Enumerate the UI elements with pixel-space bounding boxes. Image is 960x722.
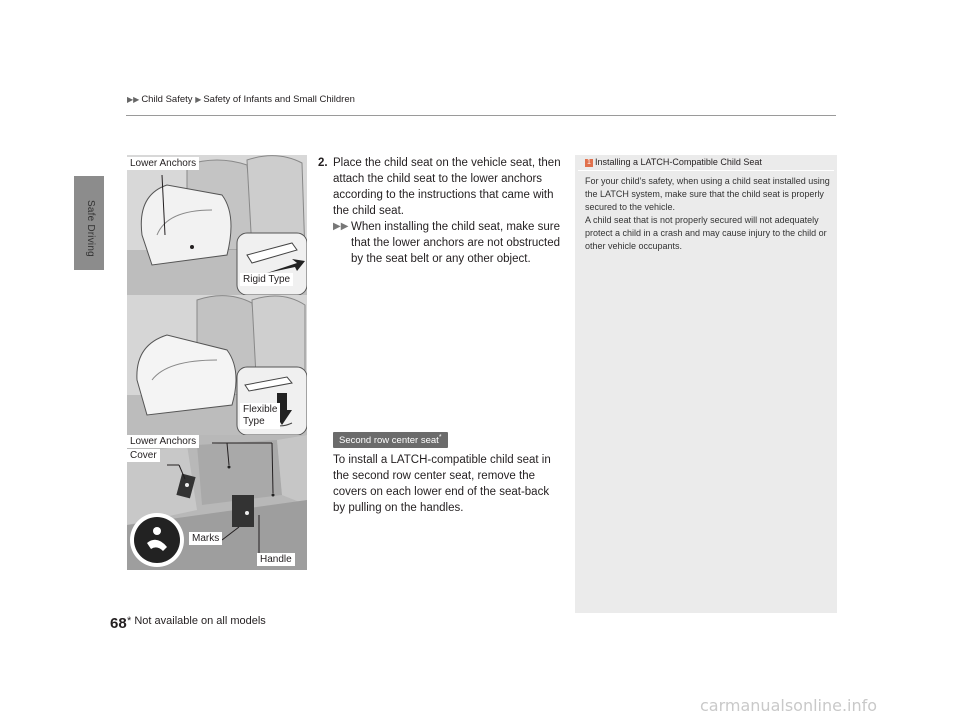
label-marks: Marks — [189, 532, 222, 545]
label-flexible-type-line2: Type — [243, 416, 265, 427]
step-2 — [318, 155, 563, 267]
label-flexible-type-line1: Flexible — [243, 404, 278, 415]
sidebar-note-title — [585, 157, 762, 167]
breadcrumb-arrow-icon: ▶ — [195, 95, 202, 104]
figure-rigid-type — [127, 155, 307, 295]
figure-second-row — [127, 435, 307, 570]
breadcrumb-part-1[interactable]: Child Safety — [141, 94, 193, 105]
label-cover: Cover — [127, 449, 160, 462]
step-note — [333, 219, 563, 267]
label-lower-anchors: Lower Anchors — [127, 157, 199, 170]
second-row-tag-text: Second row center seat — [339, 435, 439, 447]
step-note-text: When installing the child seat, make sure that the lower anchors are not obstructed by the seat belt or any other object. — [351, 221, 561, 265]
label-rigid-type: Rigid Type — [240, 273, 293, 286]
breadcrumb — [127, 94, 355, 105]
reference-icon: 1 — [585, 159, 593, 167]
sidebar-note-para-1: For your child’s safety, when using a child seat installed using the LATCH system, make sure that the child seat is properly secured to the vehicle. — [585, 176, 830, 212]
breadcrumb-part-2[interactable]: Safety of Infants and Small Children — [203, 94, 355, 105]
label-handle: Handle — [257, 553, 295, 566]
breadcrumb-arrow-icon: ▶▶ — [127, 95, 140, 104]
watermark: carmanualsonline.info — [700, 696, 878, 715]
step-text: Place the child seat on the vehicle seat, then attach the child seat to the lower anchors according to the instructions that came with the child seat. — [333, 157, 561, 217]
figure-flexible-type — [127, 295, 307, 435]
step-number: 2. — [318, 157, 328, 169]
sidebar-note-title-text: Installing a LATCH-Compatible Child Seat — [595, 157, 762, 167]
second-row-text: To install a LATCH-compatible child seat in the second row center seat, remove the covers on each lower end of the seat-back by pulling on the handles. — [333, 454, 551, 514]
second-row-tag — [333, 432, 448, 448]
label-lower-anchors: Lower Anchors — [127, 435, 199, 448]
note-arrow-icon: ▶▶ — [333, 221, 349, 232]
footnote: * Not available on all models — [127, 615, 266, 627]
sidebar-note-rule — [578, 170, 834, 171]
sidebar-note-body — [585, 175, 830, 253]
second-row-tag-mark: * — [438, 434, 442, 441]
header-rule — [126, 115, 836, 116]
section-label: Safe Driving — [85, 200, 96, 257]
sidebar-note-para-2: A child seat that is not properly secured will not adequately protect a child in a crash and may cause injury to the child or other vehicle occupants. — [585, 215, 827, 251]
page-number: 68 — [110, 615, 127, 632]
label-flexible-type — [240, 403, 280, 429]
